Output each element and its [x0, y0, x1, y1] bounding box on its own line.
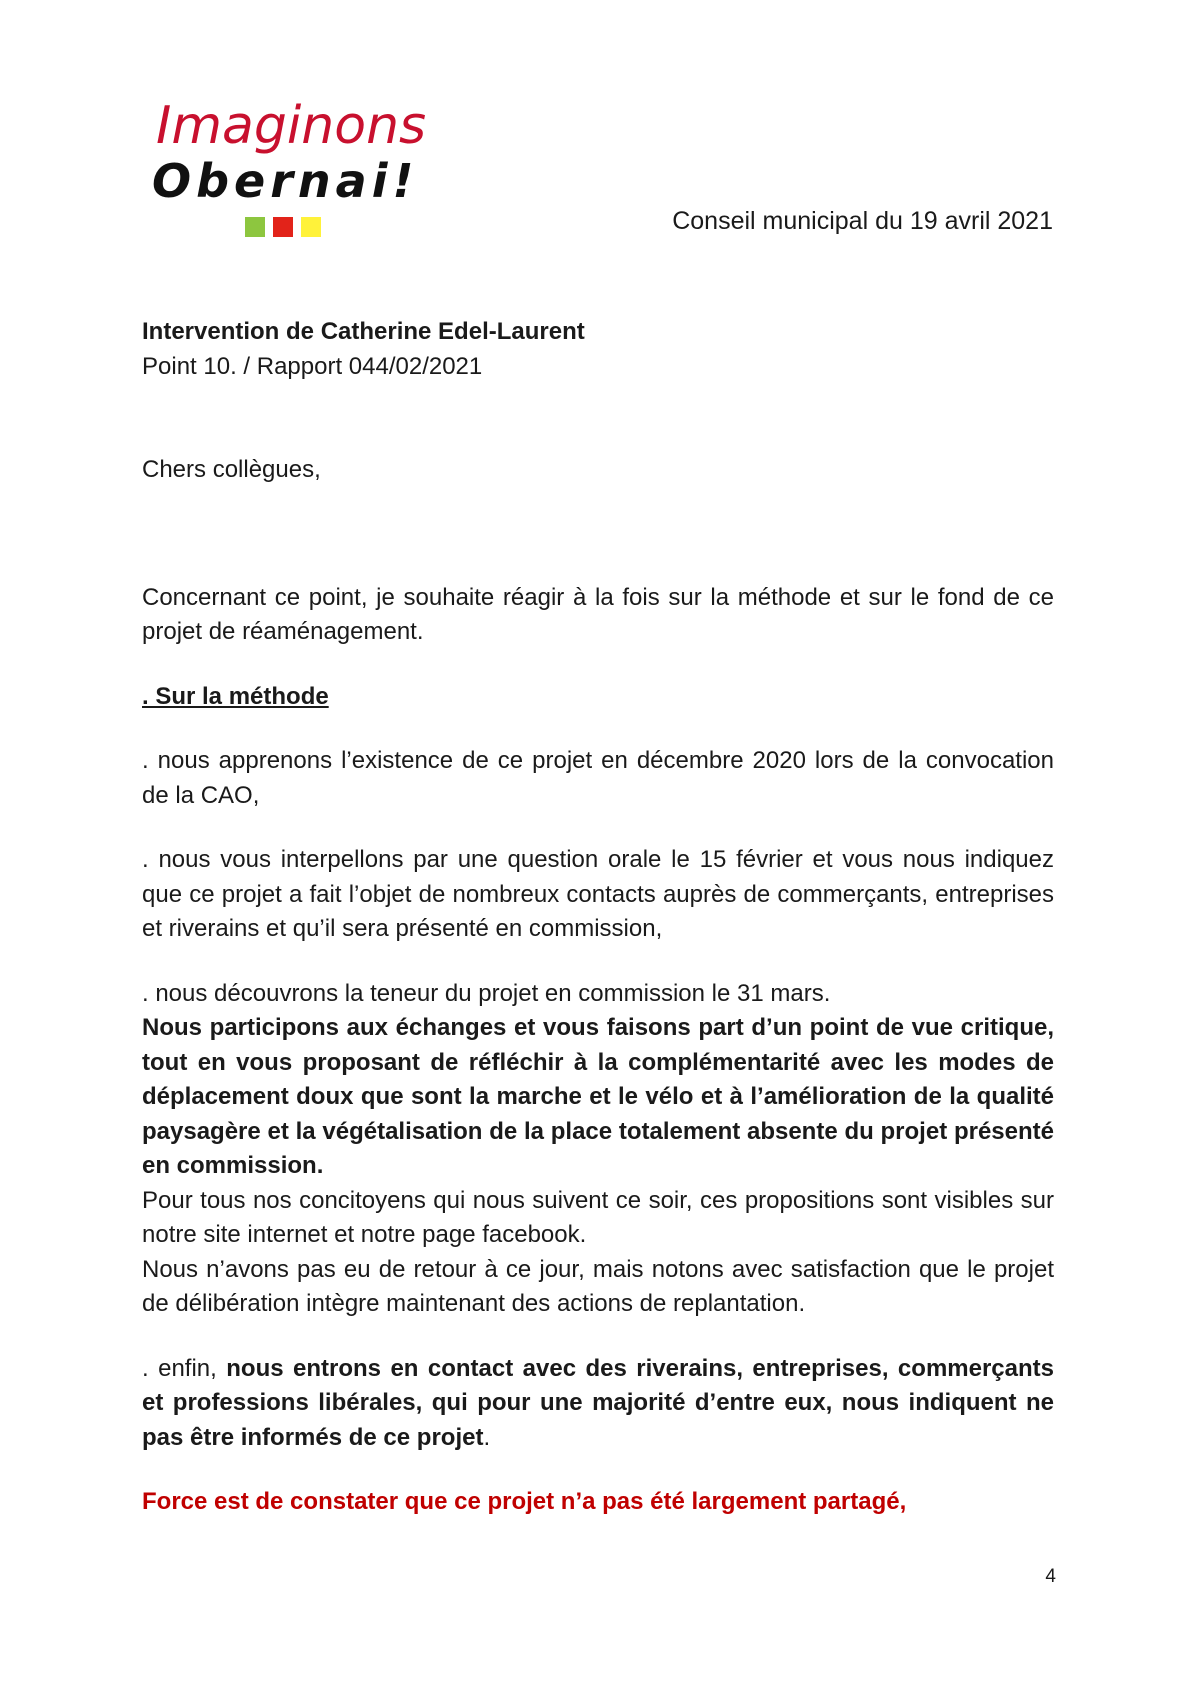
list-item-3: . nous découvrons la teneur du projet en commission le 31 mars.: [142, 979, 831, 1007]
report-reference: Point 10. / Rapport 044/02/2021: [142, 352, 483, 380]
greeting: Chers collègues,: [142, 456, 321, 483]
imaginons-obernai-logo: [152, 96, 427, 240]
logo-wordmark-imaginons: Imaginons: [156, 96, 427, 156]
list-item-4-bold: nous entrons en contact avec des riverains, entreprises, commerçants et professions libérales, qui pour une majorité d’entre eux, nous indiquent ne pas être informés de ce projet: [142, 1354, 1055, 1451]
list-item-2: . nous vous interpellons par une question orale le 15 février et vous nous indiquez que ce projet a fait l’objet de nombreux contacts auprès de commerçants, entreprises et riverains et qu’il sera présenté en commission,: [142, 846, 1054, 942]
meeting-date: Conseil municipal du 19 avril 2021: [672, 207, 1053, 235]
list-item-3-paragraph-2: Pour tous nos concitoyens qui nous suivent ce soir, ces propositions sont visibles sur notre site internet et notre page facebook.: [142, 1186, 1054, 1248]
list-item-3-paragraph-3: Nous n’avons pas eu de retour à ce jour, mais notons avec satisfaction que le projet de délibération intègre maintenant des actions de replantation.: [142, 1255, 1054, 1317]
logo-wordmark-obernai: Obernai!: [152, 154, 419, 208]
list-item-4: [142, 1352, 1054, 1456]
conclusion-statement: Force est de constater que ce projet n’a pas été largement partagé,: [142, 1488, 907, 1515]
intro-paragraph: Concernant ce point, je souhaite réagir à la fois sur la méthode et sur le fond de ce projet de réaménagement.: [142, 583, 1054, 645]
logo-square-yellow: [301, 217, 321, 237]
list-item-1: . nous apprenons l’existence de ce projet en décembre 2020 lors de la convocation de la CAO,: [142, 747, 1054, 809]
list-item-4-lead: . enfin,: [142, 1354, 227, 1382]
author-heading: Intervention de Catherine Edel-Laurent: [142, 318, 585, 345]
logo-square-red: [273, 217, 293, 237]
section-title-methode: . Sur la méthode: [142, 682, 329, 710]
document-body: [142, 315, 1054, 1520]
logo-square-green: [245, 217, 265, 237]
page-number: 4: [1045, 1566, 1056, 1587]
logo-color-squares: [245, 217, 321, 237]
list-item-3-bold-paragraph: Nous participons aux échanges et vous faisons part d’un point de vue critique, tout en vous proposant de réfléchir à la complémentarité avec les modes de déplacement doux que sont la marche et le vélo et à l’amélioration de la qualité paysagère et la végétalisation de la place totalement absente du projet présenté en commission.: [142, 1014, 1054, 1179]
list-item-4-end: .: [483, 1423, 491, 1451]
